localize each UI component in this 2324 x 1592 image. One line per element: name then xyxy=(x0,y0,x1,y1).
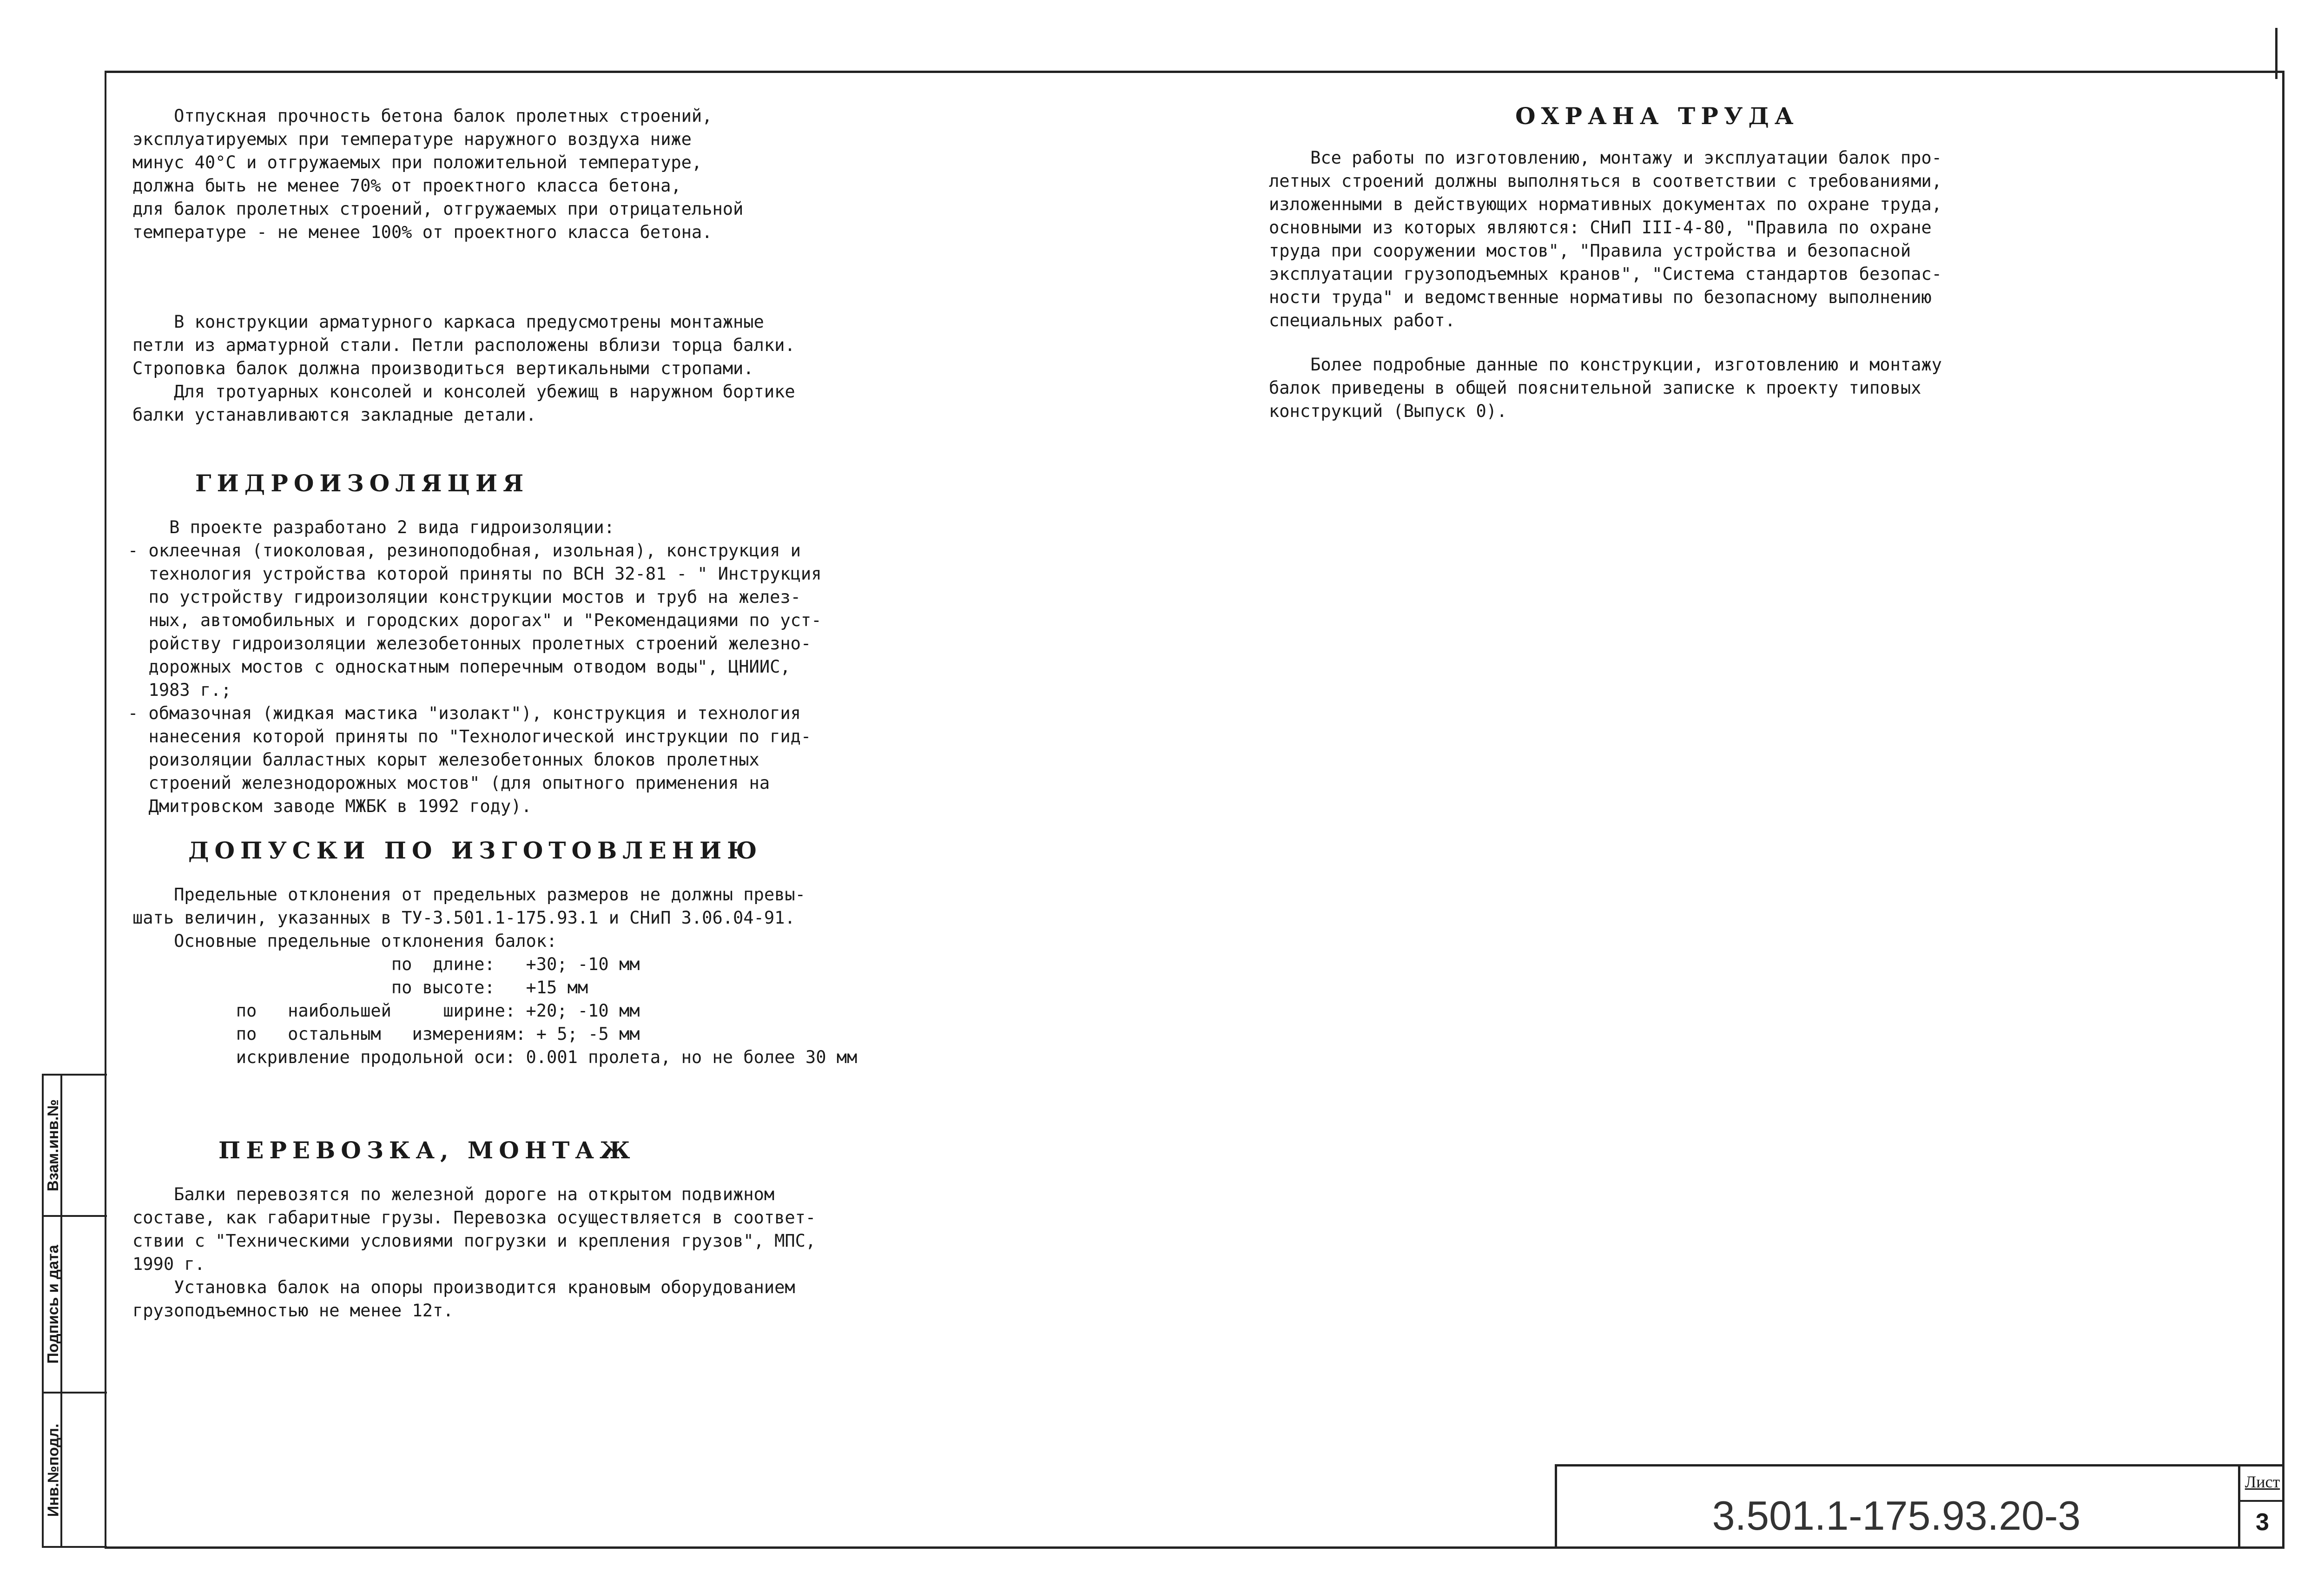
text-line: по устройству гидроизоляции конструкции мостов и труб на желез- xyxy=(128,587,801,607)
text-line: изложенными в действующих нормативных документах по охране труда, xyxy=(1269,194,1942,214)
text-line: Дмитровском заводе МЖБК в 1992 году). xyxy=(128,796,532,816)
sheet-number-box xyxy=(2238,1464,2284,1549)
heading-waterproofing: ГИДРОИЗОЛЯЦИЯ xyxy=(195,469,529,497)
text-line: - обмазочная (жидкая мастика "изолакт"), конструкция и технология xyxy=(128,703,801,723)
text-line: Балки перевозятся по железной дороге на открытом подвижном xyxy=(132,1184,775,1204)
text-line: дорожных мостов с односкатным поперечным отводом воды", ЦНИИС, xyxy=(128,657,791,677)
text-line: по высоте: +15 мм xyxy=(132,978,588,997)
text-line: роизоляции балластных корыт железобетонных блоков пролетных xyxy=(128,750,759,770)
text-line: - оклеечная (тиоколовая, резиноподобная, изольная), конструкция и xyxy=(128,541,801,561)
stamp-signature-label: Подпись и дата xyxy=(44,1245,61,1364)
text-line: конструкций (Выпуск 0). xyxy=(1269,401,1507,421)
document-code: 3.501.1-175.93.20-3 xyxy=(1712,1493,2081,1539)
text-line: Все работы по изготовлению, монтажу и эксплуатации балок про- xyxy=(1269,148,1942,168)
text-line: специальных работ. xyxy=(1269,310,1455,330)
text-line: технология устройства которой приняты по ВСН 32-81 - " Инструкция xyxy=(128,564,822,584)
text-line: нанесения которой приняты по "Технологической инструкции по гид- xyxy=(128,727,812,746)
sheet-divider xyxy=(2240,1500,2284,1502)
text-line: ности труда" и ведомственные нормативы по безопасному выполнению xyxy=(1269,287,1932,307)
text-line: искривление продольной оси: 0.001 пролета, но не более 30 мм xyxy=(132,1047,858,1067)
text-line: ройству гидроизоляции железобетонных пролетных строений железно- xyxy=(128,634,812,654)
text-line: грузоподъемностью не менее 12т. xyxy=(132,1301,454,1321)
concrete-strength-paragraph xyxy=(132,105,743,244)
transport-text xyxy=(132,1183,816,1322)
text-line: балки устанавливаются закладные детали. xyxy=(132,405,536,425)
safety-text xyxy=(1269,146,1942,332)
heading-tolerances: ДОПУСКИ ПО ИЗГОТОВЛЕНИЮ xyxy=(188,837,763,864)
text-line: по длине: +30; -10 мм xyxy=(132,954,640,974)
text-line: петли из арматурной стали. Петли расположены вблизи торца балки. xyxy=(132,335,795,355)
text-line: эксплуатации грузоподъемных кранов", "Система стандартов безопас- xyxy=(1269,264,1942,284)
stamp-replacement-label: Взам.инв.№ xyxy=(44,1099,62,1192)
text-line: 1983 г.; xyxy=(128,680,231,700)
text-line: Предельные отклонения от предельных размеров не должны превы- xyxy=(132,885,805,905)
stamp-inventory-label: Инв.№подл. xyxy=(44,1423,62,1517)
text-line: ных, автомобильных и городских дорогах" и "Рекомендациями по уст- xyxy=(128,610,822,630)
sheet-number: 3 xyxy=(2256,1509,2269,1536)
text-line: шать величин, указанных в ТУ-3.501.1-175.93.1 и СНиП 3.06.04-91. xyxy=(132,908,795,928)
text-line: Строповка балок должна производиться вертикальными стропами. xyxy=(132,358,754,378)
text-line: по наибольшей ширине: +20; -10 мм xyxy=(132,1001,640,1021)
text-line: В конструкции арматурного каркаса предусмотрены монтажные xyxy=(132,312,764,332)
text-line: Для тротуарных консолей и консолей убежищ в наружном бортике xyxy=(132,382,795,402)
text-line: для балок пролетных строений, отгружаемых при отрицательной xyxy=(132,199,744,219)
heading-safety: ОХРАНА ТРУДА xyxy=(1515,102,1799,130)
text-line: должна быть не менее 70% от проектного класса бетона, xyxy=(132,176,681,196)
text-line: температуре - не менее 100% от проектного класса бетона. xyxy=(132,222,713,242)
text-line: ствии с "Техническими условиями погрузки и крепления грузов", МПС, xyxy=(132,1231,816,1251)
text-line: по остальным измерениям: + 5; -5 мм xyxy=(132,1024,640,1044)
text-line: летных строений должны выполняться в соответствии с требованиями, xyxy=(1269,171,1942,191)
waterproofing-text xyxy=(128,516,821,818)
side-stamp xyxy=(42,1074,107,1548)
text-line: эксплуатируемых при температуре наружного воздуха ниже xyxy=(132,129,692,149)
text-line: Более подробные данные по конструкции, изготовлению и монтажу xyxy=(1269,355,1942,375)
text-line: составе, как габаритные грузы. Перевозка осуществляется в соответ- xyxy=(132,1208,816,1228)
text-line: В проекте разработано 2 вида гидроизоляции: xyxy=(128,517,614,537)
more-info-text xyxy=(1269,353,1942,423)
text-line: 1990 г. xyxy=(132,1254,205,1274)
text-line: строений железнодорожных мостов" (для опытного применения на xyxy=(128,773,770,793)
text-line: основными из которых являются: СНиП III-4-80, "Правила по охране xyxy=(1269,218,1932,238)
lifting-loops-paragraph xyxy=(132,310,795,427)
heading-transport: ПЕРЕВОЗКА, МОНТАЖ xyxy=(218,1136,636,1164)
text-line: Отпускная прочность бетона балок пролетных строений, xyxy=(132,106,713,126)
text-line: Основные предельные отклонения балок: xyxy=(132,931,557,951)
tolerances-text xyxy=(132,883,857,1069)
sheet-label: Лист xyxy=(2245,1473,2280,1491)
text-line: минус 40°С и отгружаемых при положительной температуре, xyxy=(132,152,702,172)
text-line: труда при сооружении мостов", "Правила устройства и безопасной xyxy=(1269,241,1911,261)
text-line: балок приведены в общей пояснительной записке к проекту типовых xyxy=(1269,378,1921,398)
text-line: Установка балок на опоры производится крановым оборудованием xyxy=(132,1277,795,1297)
